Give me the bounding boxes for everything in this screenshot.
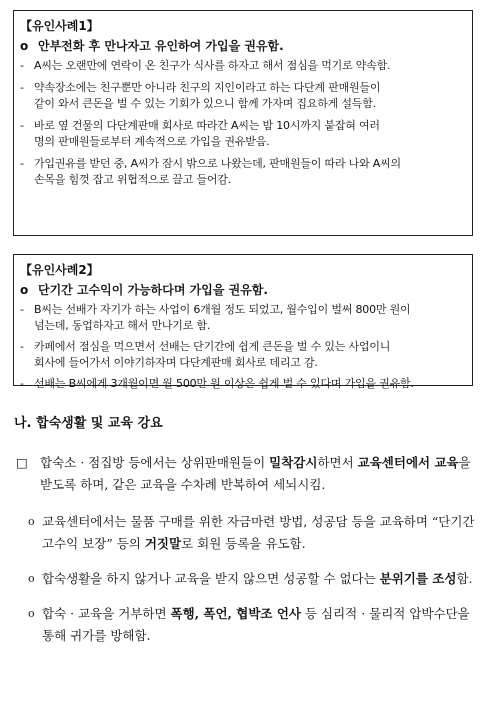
case-heading-text: 안부전화 후 만나자고 유인하여 가입을 권유함. bbox=[38, 39, 284, 53]
dash-bullet-icon: - bbox=[20, 340, 24, 353]
case-item bbox=[20, 80, 464, 112]
circle-bullet-icon: o bbox=[20, 283, 29, 297]
case-heading bbox=[20, 280, 464, 302]
sub-bullet-list bbox=[28, 511, 480, 660]
case-box-2 bbox=[13, 254, 473, 390]
case-item bbox=[20, 302, 464, 334]
case-item-text: B씨는 선배가 자기가 하는 사업이 6개월 정도 되었고, 월수입이 벌써 800만 원이 넘는데, 동업하자고 해서 만나기로 함. bbox=[34, 303, 411, 332]
case-item-text: 약속장소에는 친구뿐만 아니라 친구의 지인이라고 하는 다단계 판매원들이 같이 와서 큰돈을 벌 수 있는 기회가 있으니 함께 가자며 집요하게 설득함. bbox=[34, 81, 381, 110]
case-item-text: 바로 옆 건물의 다단계판매 회사로 따라간 A씨는 밤 10시까지 붙잡혀 여러 명의 판매원들로부터 계속적으로 가입을 권유받음. bbox=[34, 119, 380, 148]
text-run: 을 받도록 하며, 같은 교육을 수차례 반복하여 세뇌시킴. bbox=[40, 455, 471, 492]
case-item bbox=[20, 339, 464, 371]
section-title: 나. 합숙생활 및 교육 강요 bbox=[14, 416, 163, 431]
emphasis-text: 교육센터에서 교육 bbox=[357, 455, 459, 470]
text-run: 합숙생활을 하지 않거나 교육을 받지 않으면 성공할 수 없다는 bbox=[42, 571, 380, 586]
main-paragraph-text bbox=[16, 452, 478, 496]
dash-bullet-icon: - bbox=[20, 81, 24, 94]
case-heading-text: 단기간 고수익이 가능하다며 가입을 권유함. bbox=[38, 283, 268, 297]
emphasis-text: 폭행, 폭언, 협박조 언사 bbox=[170, 606, 301, 621]
case-item-text: A씨는 오랜만에 연락이 온 친구가 식사를 하자고 해서 점심을 먹기로 약속함. bbox=[34, 59, 391, 72]
circle-bullet-icon: o bbox=[28, 515, 35, 528]
circle-bullet-icon: o bbox=[20, 39, 29, 53]
circle-bullet-icon: o bbox=[28, 572, 35, 585]
case-heading bbox=[20, 36, 464, 58]
emphasis-text: 거짓말 bbox=[144, 536, 182, 551]
circle-bullet-icon: o bbox=[28, 607, 35, 620]
dash-bullet-icon: - bbox=[20, 303, 24, 316]
text-run: 합숙 · 교육을 거부하면 bbox=[42, 606, 171, 621]
text-run: 합숙소 · 점집방 등에서는 상위판매원들이 bbox=[40, 455, 270, 470]
text-run: 교육센터에서는 물품 구매를 위한 자금마련 방법, 성공담 등을 교육하며 “단기간 고수익 보장” 등의 bbox=[42, 514, 475, 551]
dash-bullet-icon: - bbox=[20, 377, 24, 390]
emphasis-text: 밀착감시 bbox=[269, 455, 318, 470]
case-title: 【유인사례1】 bbox=[20, 19, 99, 33]
case-item bbox=[20, 376, 464, 392]
sub-bullet-item bbox=[28, 511, 480, 555]
emphasis-text: 분위기를 조성 bbox=[379, 571, 457, 586]
text-run: 등 심리적 · 물리적 압박수단을 통해 귀가를 방해함. bbox=[42, 606, 470, 643]
square-bullet-icon: □ bbox=[16, 455, 28, 470]
case-item bbox=[20, 118, 464, 150]
text-run: 하면서 bbox=[317, 455, 358, 470]
dash-bullet-icon: - bbox=[20, 59, 24, 72]
sub-bullet-item bbox=[28, 603, 480, 647]
text-run: 로 회원 등록을 유도함. bbox=[181, 536, 306, 551]
case-item bbox=[20, 156, 464, 188]
case-item-list bbox=[20, 58, 464, 188]
dash-bullet-icon: - bbox=[20, 157, 24, 170]
case-item-list bbox=[20, 302, 464, 392]
case-item-text: 가입권유를 받던 중, A씨가 잠시 밖으로 나왔는데, 판매원들이 따라 나와 A씨의 손목을 힘껏 잡고 위협적으로 끌고 들어감. bbox=[34, 157, 401, 186]
sub-bullet-item bbox=[28, 568, 480, 590]
case-item-text: 선배는 B씨에게 3개월이면 월 500만 원 이상은 쉽게 벌 수 있다며 가입을 권유함. bbox=[34, 377, 414, 390]
main-paragraph bbox=[16, 452, 478, 496]
text-run: 함. bbox=[456, 571, 473, 586]
case-title: 【유인사례2】 bbox=[20, 263, 99, 277]
case-item bbox=[20, 58, 464, 74]
case-item-text: 카페에서 점심을 먹으면서 선배는 단기간에 쉽게 큰돈을 벌 수 있는 사업이니 회사에 들어가서 이야기하자며 다단계판매 회사로 데리고 감. bbox=[34, 340, 391, 369]
dash-bullet-icon: - bbox=[20, 119, 24, 132]
case-box-1 bbox=[13, 10, 473, 236]
